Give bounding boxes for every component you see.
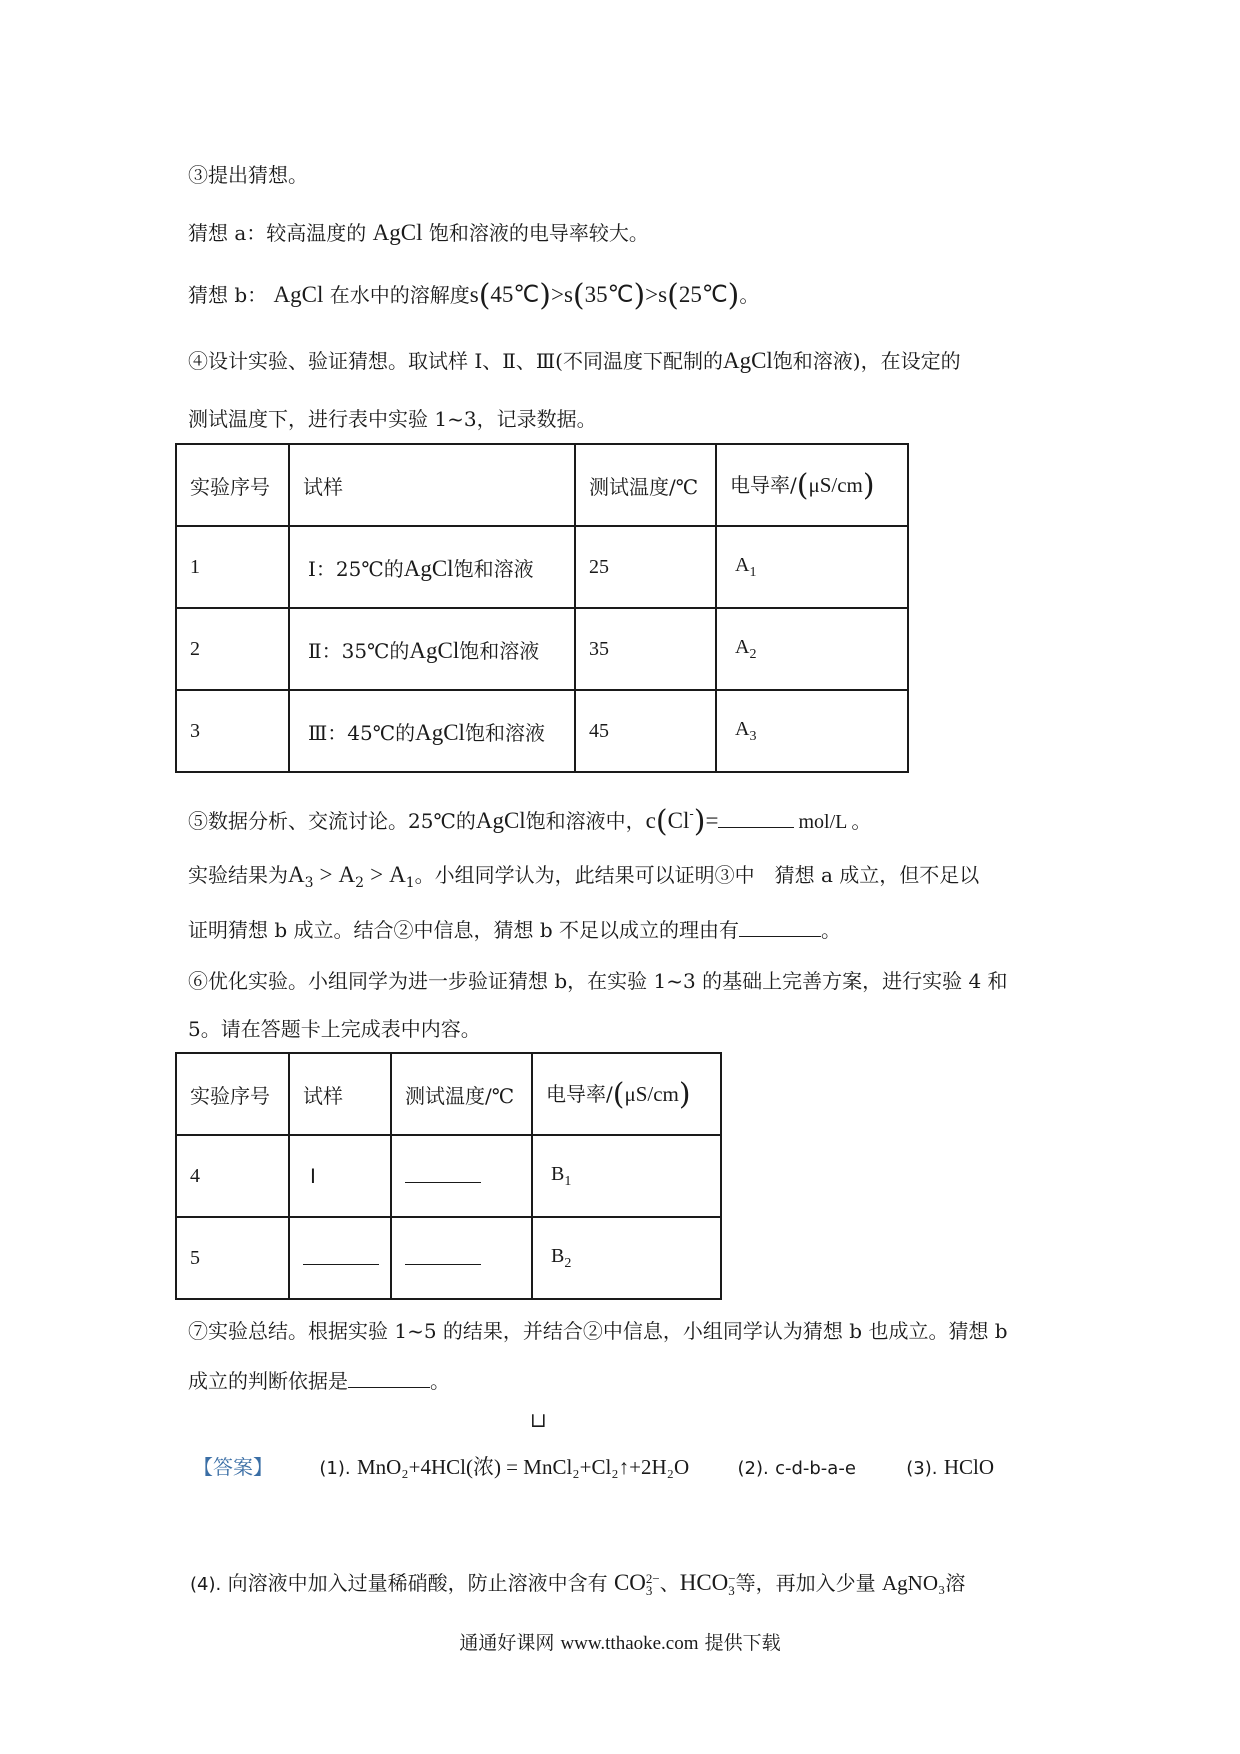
paren: ( [612,1076,625,1112]
answer-blank[interactable] [405,1246,481,1265]
result-a3: A [288,862,305,887]
answer-4-line [190,1568,965,1600]
row-no: 2 [176,608,289,690]
experiment-table-2 [175,1052,722,1300]
row-sample [289,608,575,690]
table-row [176,526,908,608]
answer-1-num: (1). [319,1458,351,1479]
row-sample-pre: Ⅲ：45℃的 [308,720,416,745]
table-row [176,1217,721,1299]
answer-4-hco3-indices [728,1570,736,1598]
row-value [532,1135,721,1217]
row-value [716,526,908,608]
row-value [716,690,908,772]
header-cell: 试样 [289,1053,391,1135]
row-temp: 45 [575,690,716,772]
step5 [188,800,871,837]
answer-4-co3-sup: 2− [645,1570,660,1586]
table-row [176,690,908,772]
step5-cl-sup: - [689,807,694,822]
row-sample-pre: Ⅱ：35℃的 [308,638,410,663]
step5-chem: AgCl [475,808,526,833]
answer-4-text: 向溶液中加入过量稀硝酸，防止溶液中含有 [227,1571,608,1595]
experiment-table-1 [175,443,909,773]
result-a2: A [338,862,356,887]
guess-b-end: 。 [739,283,760,307]
row-no: 4 [176,1135,289,1217]
row-sample [289,690,575,772]
header-cell: 测试温度/℃ [575,444,716,526]
row-value-letter: A [735,553,750,576]
answer-blank[interactable] [739,918,821,937]
header-cell: 试样 [289,444,575,526]
header-cell: 测试温度/℃ [391,1053,532,1135]
paren: ) [633,278,646,313]
guess-b-prefix: 猜想 b： [188,283,268,307]
result-prefix: 实验结果为 [188,863,288,887]
row-value-letter: B [551,1244,565,1267]
guess-a-suffix: 饱和溶液的电导率较大。 [428,221,649,245]
answer-1: MnO₂+4HCl(浓) = MnCl₂+Cl₂↑+2H₂O [356,1455,690,1479]
row-value-sub: 3 [749,728,757,744]
result-a1-sub: 1 [405,875,415,891]
table-header-row [176,444,908,526]
row-value-sub: 1 [749,564,757,580]
step6-line1: ⑥优化实验。小组同学为进一步验证猜想 b，在实验 1~3 的基础上完善方案，进行实验 4 和 [188,969,1008,993]
row-no: 3 [176,690,289,772]
header-cell [532,1053,721,1135]
stray-mark: ⊔ [530,1408,547,1432]
paren: ( [667,278,679,313]
step5-unit: mol/L [798,811,848,833]
row-value-letter: A [735,635,750,658]
row-value [716,608,908,690]
header-cell: 实验序号 [176,444,289,526]
result-gt: > [319,862,333,887]
answer-3: HClO [943,1455,995,1479]
guess-b-gt2: >s [645,282,668,307]
answer-line [193,1452,994,1484]
header-cell-label: 电导率/ [546,1081,613,1106]
step7-line2 [188,1366,450,1396]
row-sample-chem: AgCl [415,719,465,745]
header-cell: 实验序号 [176,1053,289,1135]
guess-a-chem: AgCl [372,220,423,245]
guess-b-chem: AgCl [273,282,324,307]
row-temp: 35 [575,608,716,690]
answer-blank[interactable] [348,1369,430,1388]
footer-url[interactable]: www.tthaoke.com [560,1633,699,1654]
step4-line1-suffix: 饱和溶液)，在设定的 [772,349,961,373]
paren: ) [727,278,740,313]
guess-a-prefix: 猜想 a：较高温度的 [188,221,367,245]
guess-a [188,218,649,248]
step5-end: 。 [851,809,872,833]
step5-mid: 饱和溶液中， [525,809,646,833]
row-value [532,1217,721,1299]
guess-b-t1: 45℃ [490,282,540,307]
row-value-sub: 1 [564,1173,572,1189]
paren: ) [693,804,706,839]
answer-4-co3: CO [613,1570,646,1595]
answer-blank[interactable] [405,1164,481,1183]
footer-site: 通通好课网 [459,1632,555,1654]
paren: ) [539,278,551,313]
guess-b-mid: 在水中的溶解度 [329,283,470,307]
guess-b-t3: 25℃ [678,282,728,307]
row-sample-blank-cell [289,1217,391,1299]
guess-b-t2: 35℃ [584,282,634,307]
result-a1: A [389,862,406,887]
guess-b-gt1: >s [550,282,573,307]
row-sample: Ⅰ [289,1135,391,1217]
table-row [176,608,908,690]
answer-3-num: (3). [906,1458,938,1479]
row-value-letter: B [551,1162,565,1185]
answer-2: c-d-b-a-e [775,1458,856,1479]
answer-4-tail: 等，再加入少量 [735,1571,876,1595]
result-line2-prefix: 证明猜想 b 成立。结合②中信息，猜想 b 不足以成立的理由有 [188,918,740,942]
row-value-sub: 2 [749,646,757,662]
answer-4-end: 溶 [945,1571,966,1595]
row-no: 1 [176,526,289,608]
step3-text: ③提出猜想。 [188,163,308,187]
step4-line1 [188,346,961,376]
result-line1 [188,860,979,898]
step4-line1-prefix: ④设计实验、验证猜想。取试样 Ⅰ、Ⅱ、Ⅲ(不同温度下配制的 [188,349,723,373]
row-temp-blank-cell [391,1217,532,1299]
step7-line2-suffix: 。 [430,1369,450,1393]
result-suffix: 。小组同学认为，此结果可以证明③中 猜想 a 成立，但不足以 [414,863,980,887]
paren: ( [572,278,585,313]
paren: ( [655,804,668,839]
answer-4-num: (4). [190,1574,222,1595]
answer-4-hco3-sub: 3 [728,1582,735,1598]
row-sample-post: 饱和溶液 [459,638,540,663]
paren: ) [678,1076,691,1112]
row-temp-blank-cell [391,1135,532,1217]
step5-prefix: ⑤数据分析、交流讨论。25℃的 [188,809,476,833]
row-sample [289,526,575,608]
row-sample-pre: Ⅰ：25℃的 [308,556,404,581]
answer-2-num: (2). [737,1458,769,1479]
paren: ( [478,278,491,313]
table-row [176,1135,721,1217]
result-a2-sub: 2 [355,875,365,891]
step7-line1: ⑦实验总结。根据实验 1~5 的结果，并结合②中信息，小组同学认为猜想 b 也成立。猜想 b [188,1319,1008,1343]
step5-eq: = [705,808,719,833]
row-value-letter: A [735,717,750,740]
row-value-sub: 2 [564,1255,572,1271]
answer-4-hco3: HCO [679,1570,729,1595]
step5-c: c [645,808,656,833]
header-cell-label: 电导率/ [730,472,797,497]
paren: ( [796,467,809,503]
page-footer [0,1628,1240,1655]
row-no: 5 [176,1217,289,1299]
result-line2 [188,915,841,945]
answer-4-co3-indices [645,1570,660,1598]
header-cell-unit: μS/cm [808,472,863,497]
step4-line2: 测试温度下，进行表中实验 1~3，记录数据。 [188,407,597,431]
row-sample-post: 饱和溶液 [464,720,545,745]
footer-provide: 提供下载 [704,1632,781,1654]
answer-blank[interactable] [718,809,794,828]
result-line2-suffix: 。 [821,918,842,942]
paren: ) [862,467,875,503]
step4-line1-chem: AgCl [722,348,773,373]
guess-b [188,280,759,311]
row-sample-chem: AgCl [409,637,460,663]
answer-4-hco3-sup: − [728,1570,736,1586]
row-sample-chem: AgCl [403,555,454,581]
result-a3-sub: 3 [304,875,314,891]
answer-4-agno3: AgNO₃ [882,1571,946,1595]
answer-4-co3-sub: 3 [645,1582,653,1598]
guess-b-s1: s [469,282,479,307]
table-header-row [176,1053,721,1135]
step5-cl: Cl [667,808,690,833]
row-sample-post: 饱和溶液 [453,556,534,581]
step7-line2-prefix: 成立的判断依据是 [188,1369,348,1393]
header-cell [716,444,908,526]
step6-line2: 5。请在答题卡上完成表中内容。 [188,1017,481,1041]
header-cell-unit: μS/cm [624,1081,679,1106]
answer-label: 【答案】 [193,1455,273,1479]
answer-blank[interactable] [303,1246,379,1265]
row-temp: 25 [575,526,716,608]
answer-4-sep: 、 [659,1571,680,1595]
result-gt2: > [370,862,384,887]
